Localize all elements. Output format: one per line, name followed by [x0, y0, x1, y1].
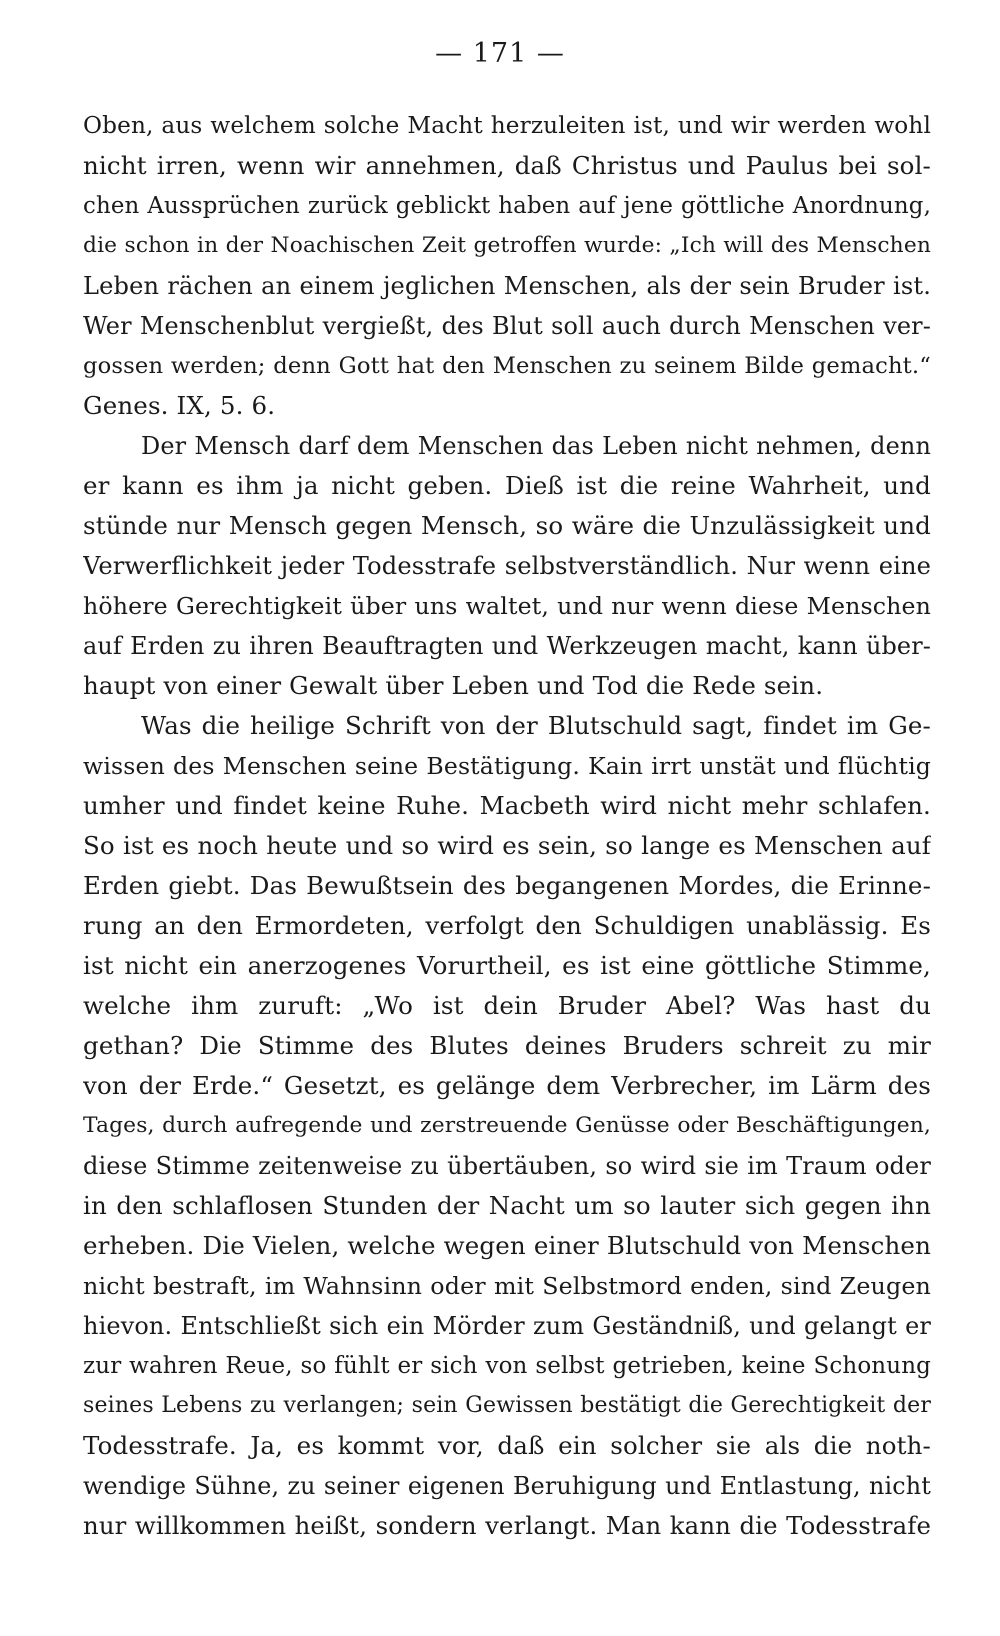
- paragraph: [83, 426, 931, 706]
- text-line: Wer Menschenblut vergießt, des Blut soll auch durch Menschen ver-: [83, 312, 931, 340]
- text-line: Genes. IX, 5. 6.: [83, 391, 276, 420]
- text-line: in den schlaflosen Stunden der Nacht um so lauter sich gegen ihn: [83, 1191, 931, 1220]
- body-text: [83, 106, 931, 1546]
- text-line: nicht bestraft, im Wahnsinn oder mit Selbstmord enden, sind Zeugen: [83, 1272, 931, 1300]
- text-line: wendige Sühne, zu seiner eigenen Beruhigung und Entlastung, nicht: [83, 1472, 931, 1500]
- text-line: er kann es ihm ja nicht geben. Dieß ist die reine Wahrheit, und: [83, 471, 931, 500]
- text-line: hievon. Entschließt sich ein Mörder zum Geständniß, und gelangt er: [83, 1312, 931, 1340]
- text-line: zur wahren Reue, so fühlt er sich von selbst getrieben, keine Schonung: [83, 1353, 931, 1379]
- text-line: Tages, durch aufregende und zerstreuende Genüsse oder Beschäftigungen,: [83, 1113, 931, 1138]
- text-line: nur willkommen heißt, sondern verlangt. Man kann die Todesstrafe: [83, 1511, 931, 1540]
- text-line: Der Mensch darf dem Menschen das Leben nicht nehmen, denn: [141, 432, 931, 460]
- text-line: Oben, aus welchem solche Macht herzuleiten ist, und wir werden wohl: [83, 113, 931, 139]
- text-line: gossen werden; denn Gott hat den Menschen zu seinem Bilde gemacht.“: [83, 353, 931, 379]
- text-line: haupt von einer Gewalt über Leben und Tod die Rede sein.: [83, 671, 824, 700]
- text-line: stünde nur Mensch gegen Mensch, so wäre die Unzulässigkeit und: [83, 511, 931, 540]
- text-line: seines Lebens zu verlangen; sein Gewissen bestätigt die Gerechtigkeit der: [83, 1393, 931, 1418]
- text-line: Was die heilige Schrift von der Blutschuld sagt, findet im Ge-: [141, 711, 931, 740]
- page-number-header: — 171 —: [435, 38, 565, 69]
- text-line: auf Erden zu ihren Beauftragten und Werkzeugen macht, kann über-: [83, 632, 931, 660]
- text-line: Erden giebt. Das Bewußtsein des begangenen Mordes, die Erinne-: [83, 871, 931, 900]
- text-line: nicht irren, wenn wir annehmen, daß Christus und Paulus bei sol-: [83, 151, 931, 180]
- text-line: ist nicht ein anerzogenes Vorurtheil, es ist eine göttliche Stimme,: [83, 951, 931, 980]
- text-line: So ist es noch heute und so wird es sein, so lange es Menschen auf: [83, 831, 931, 860]
- text-line: höhere Gerechtigkeit über uns waltet, und nur wenn diese Menschen: [83, 592, 931, 620]
- text-line: chen Aussprüchen zurück geblickt haben auf jene göttliche Anordnung,: [83, 193, 931, 219]
- text-line: die schon in der Noachischen Zeit getroffen wurde: „Ich will des Menschen: [83, 233, 931, 258]
- text-line: welche ihm zuruft: „Wo ist dein Bruder Abel? Was hast du: [83, 991, 931, 1020]
- text-line: Verwerflichkeit jeder Todesstrafe selbstverständlich. Nur wenn eine: [83, 552, 931, 580]
- text-line: diese Stimme zeitenweise zu übertäuben, so wird sie im Traum oder: [83, 1152, 931, 1180]
- text-line: rung an den Ermordeten, verfolgt den Schuldigen unablässig. Es: [83, 911, 931, 940]
- text-line: umher und findet keine Ruhe. Macbeth wird nicht mehr schlafen.: [83, 791, 931, 820]
- paragraph: [83, 706, 931, 1546]
- text-line: wissen des Menschen seine Bestätigung. Kain irrt unstät und flüchtig: [83, 752, 931, 780]
- text-line: gethan? Die Stimme des Blutes deines Bruders schreit zu mir: [83, 1031, 931, 1060]
- text-line: Todesstrafe. Ja, es kommt vor, daß ein solcher sie als die noth-: [83, 1431, 931, 1460]
- text-line: Leben rächen an einem jeglichen Menschen, als der sein Bruder ist.: [83, 272, 931, 300]
- paragraph: [83, 106, 931, 426]
- text-line: erheben. Die Vielen, welche wegen einer Blutschuld von Menschen: [83, 1231, 931, 1260]
- text-line: von der Erde.“ Gesetzt, es gelänge dem Verbrecher, im Lärm des: [83, 1071, 931, 1100]
